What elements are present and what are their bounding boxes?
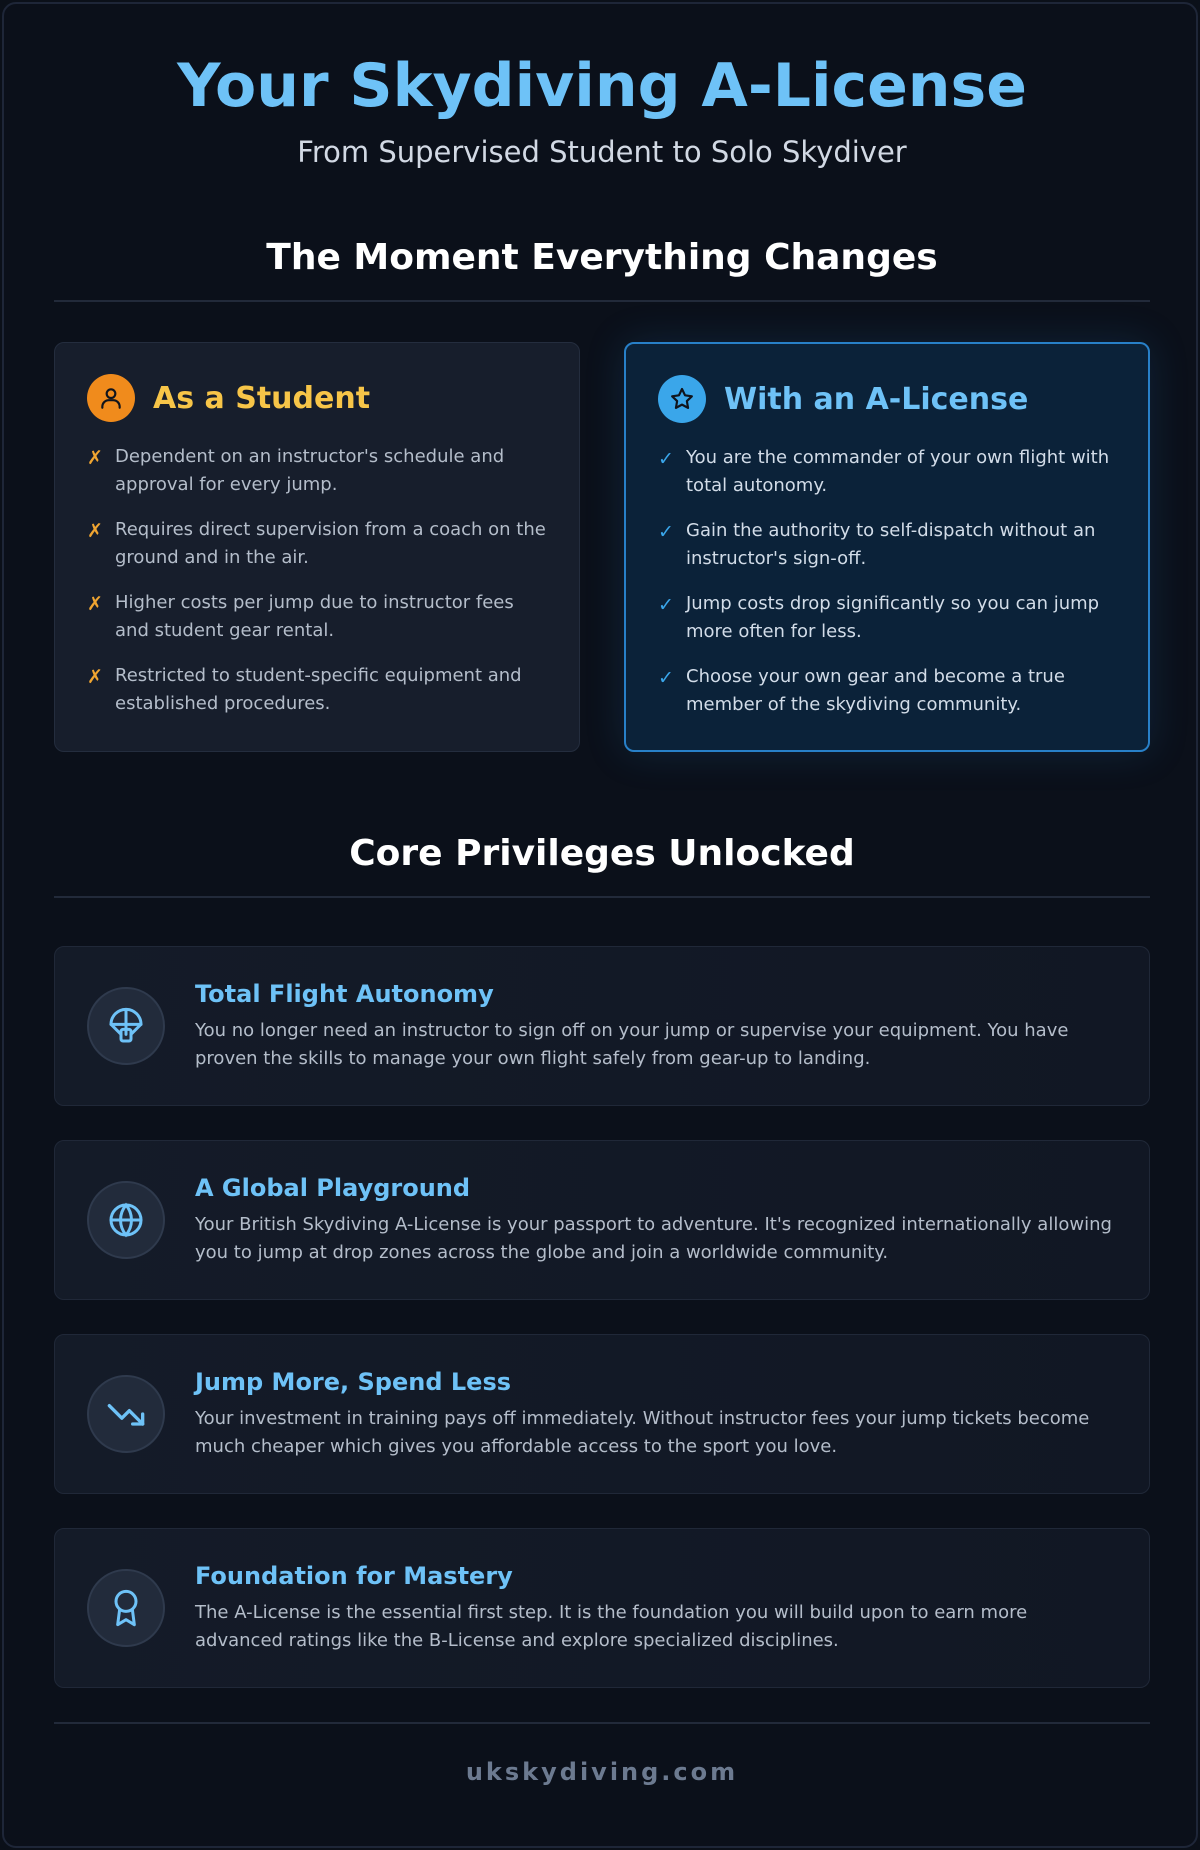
privileges-list — [54, 946, 1150, 1688]
page-subtitle: From Supervised Student to Solo Skydiver — [297, 135, 907, 169]
parachute-icon — [87, 987, 165, 1065]
list-item — [87, 662, 547, 718]
award-icon — [87, 1569, 165, 1647]
star-icon — [658, 375, 706, 423]
license-card — [624, 342, 1150, 752]
privilege-text: You no longer need an instructor to sign off on your jump or supervise your equipment. You have proven the skills to manage your own flight safely from gear-up to landing. — [195, 1020, 1069, 1069]
privilege-title: Foundation for Mastery — [195, 1562, 513, 1590]
cross-icon: ✗ — [87, 520, 103, 542]
list-item — [658, 517, 1116, 573]
list-item-text: Dependent on an instructor's schedule and approval for every jump. — [115, 446, 505, 495]
comparison-section-title: The Moment Everything Changes — [266, 237, 938, 278]
list-item — [87, 443, 547, 499]
license-card-title: With an A-License — [724, 381, 1029, 417]
page-title: Your Skydiving A-License — [177, 51, 1027, 121]
privilege-title: A Global Playground — [195, 1174, 471, 1202]
trending-down-icon — [87, 1375, 165, 1453]
footer-divider — [54, 1722, 1150, 1724]
list-item — [87, 516, 547, 572]
check-icon: ✓ — [658, 448, 674, 470]
privilege-text: Your investment in training pays off immediately. Without instructor fees your jump tickets become much cheaper which gives you affordable access to the sport you love. — [195, 1408, 1090, 1457]
comparison-cards — [54, 342, 1150, 752]
student-card-title: As a Student — [153, 380, 371, 416]
list-item — [658, 444, 1116, 500]
list-item-text: Higher costs per jump due to instructor fees and student gear rental. — [115, 592, 514, 641]
privilege-text: The A-License is the essential first step. It is the foundation you will build upon to earn more advanced ratings like the B-License and explore specialized disciplines. — [195, 1602, 1028, 1651]
check-icon: ✓ — [658, 521, 674, 543]
list-item-text: Requires direct supervision from a coach on the ground and in the air. — [115, 519, 546, 568]
list-item-text: Restricted to student-specific equipment and established procedures. — [115, 665, 522, 714]
privilege-card — [54, 1528, 1150, 1688]
list-item-text: Choose your own gear and become a true member of the skydiving community. — [686, 666, 1065, 715]
check-icon: ✓ — [658, 594, 674, 616]
student-list — [87, 443, 547, 718]
privilege-card — [54, 1140, 1150, 1300]
cross-icon: ✗ — [87, 447, 103, 469]
list-item — [658, 590, 1116, 646]
privilege-body — [195, 1561, 1117, 1655]
globe-icon — [87, 1181, 165, 1259]
cross-icon: ✗ — [87, 666, 103, 688]
privilege-body — [195, 1173, 1117, 1267]
footer-site: ukskydiving.com — [465, 1758, 739, 1786]
privilege-card — [54, 946, 1150, 1106]
list-item — [87, 589, 547, 645]
list-item-text: Gain the authority to self-dispatch without an instructor's sign-off. — [686, 520, 1096, 569]
license-card-header — [658, 374, 1116, 424]
privilege-body — [195, 1367, 1117, 1461]
page-content — [54, 4, 1150, 1786]
privilege-text: Your British Skydiving A-License is your passport to adventure. It's recognized internationally allowing you to jump at drop zones across the globe and join a worldwide community. — [195, 1214, 1112, 1263]
section-divider — [54, 896, 1150, 898]
student-card-header — [87, 373, 547, 423]
privilege-body — [195, 979, 1117, 1073]
user-icon — [87, 374, 135, 422]
cross-icon: ✗ — [87, 593, 103, 615]
privilege-title: Total Flight Autonomy — [195, 980, 494, 1008]
page-frame — [2, 2, 1198, 1848]
check-icon: ✓ — [658, 667, 674, 689]
list-item-text: Jump costs drop significantly so you can jump more often for less. — [686, 593, 1100, 642]
section-divider — [54, 300, 1150, 302]
student-card — [54, 342, 580, 752]
privilege-title: Jump More, Spend Less — [195, 1368, 512, 1396]
privileges-section-title: Core Privileges Unlocked — [349, 833, 855, 874]
list-item — [658, 663, 1116, 719]
privilege-card — [54, 1334, 1150, 1494]
license-list — [658, 444, 1116, 719]
list-item-text: You are the commander of your own flight with total autonomy. — [686, 447, 1110, 496]
